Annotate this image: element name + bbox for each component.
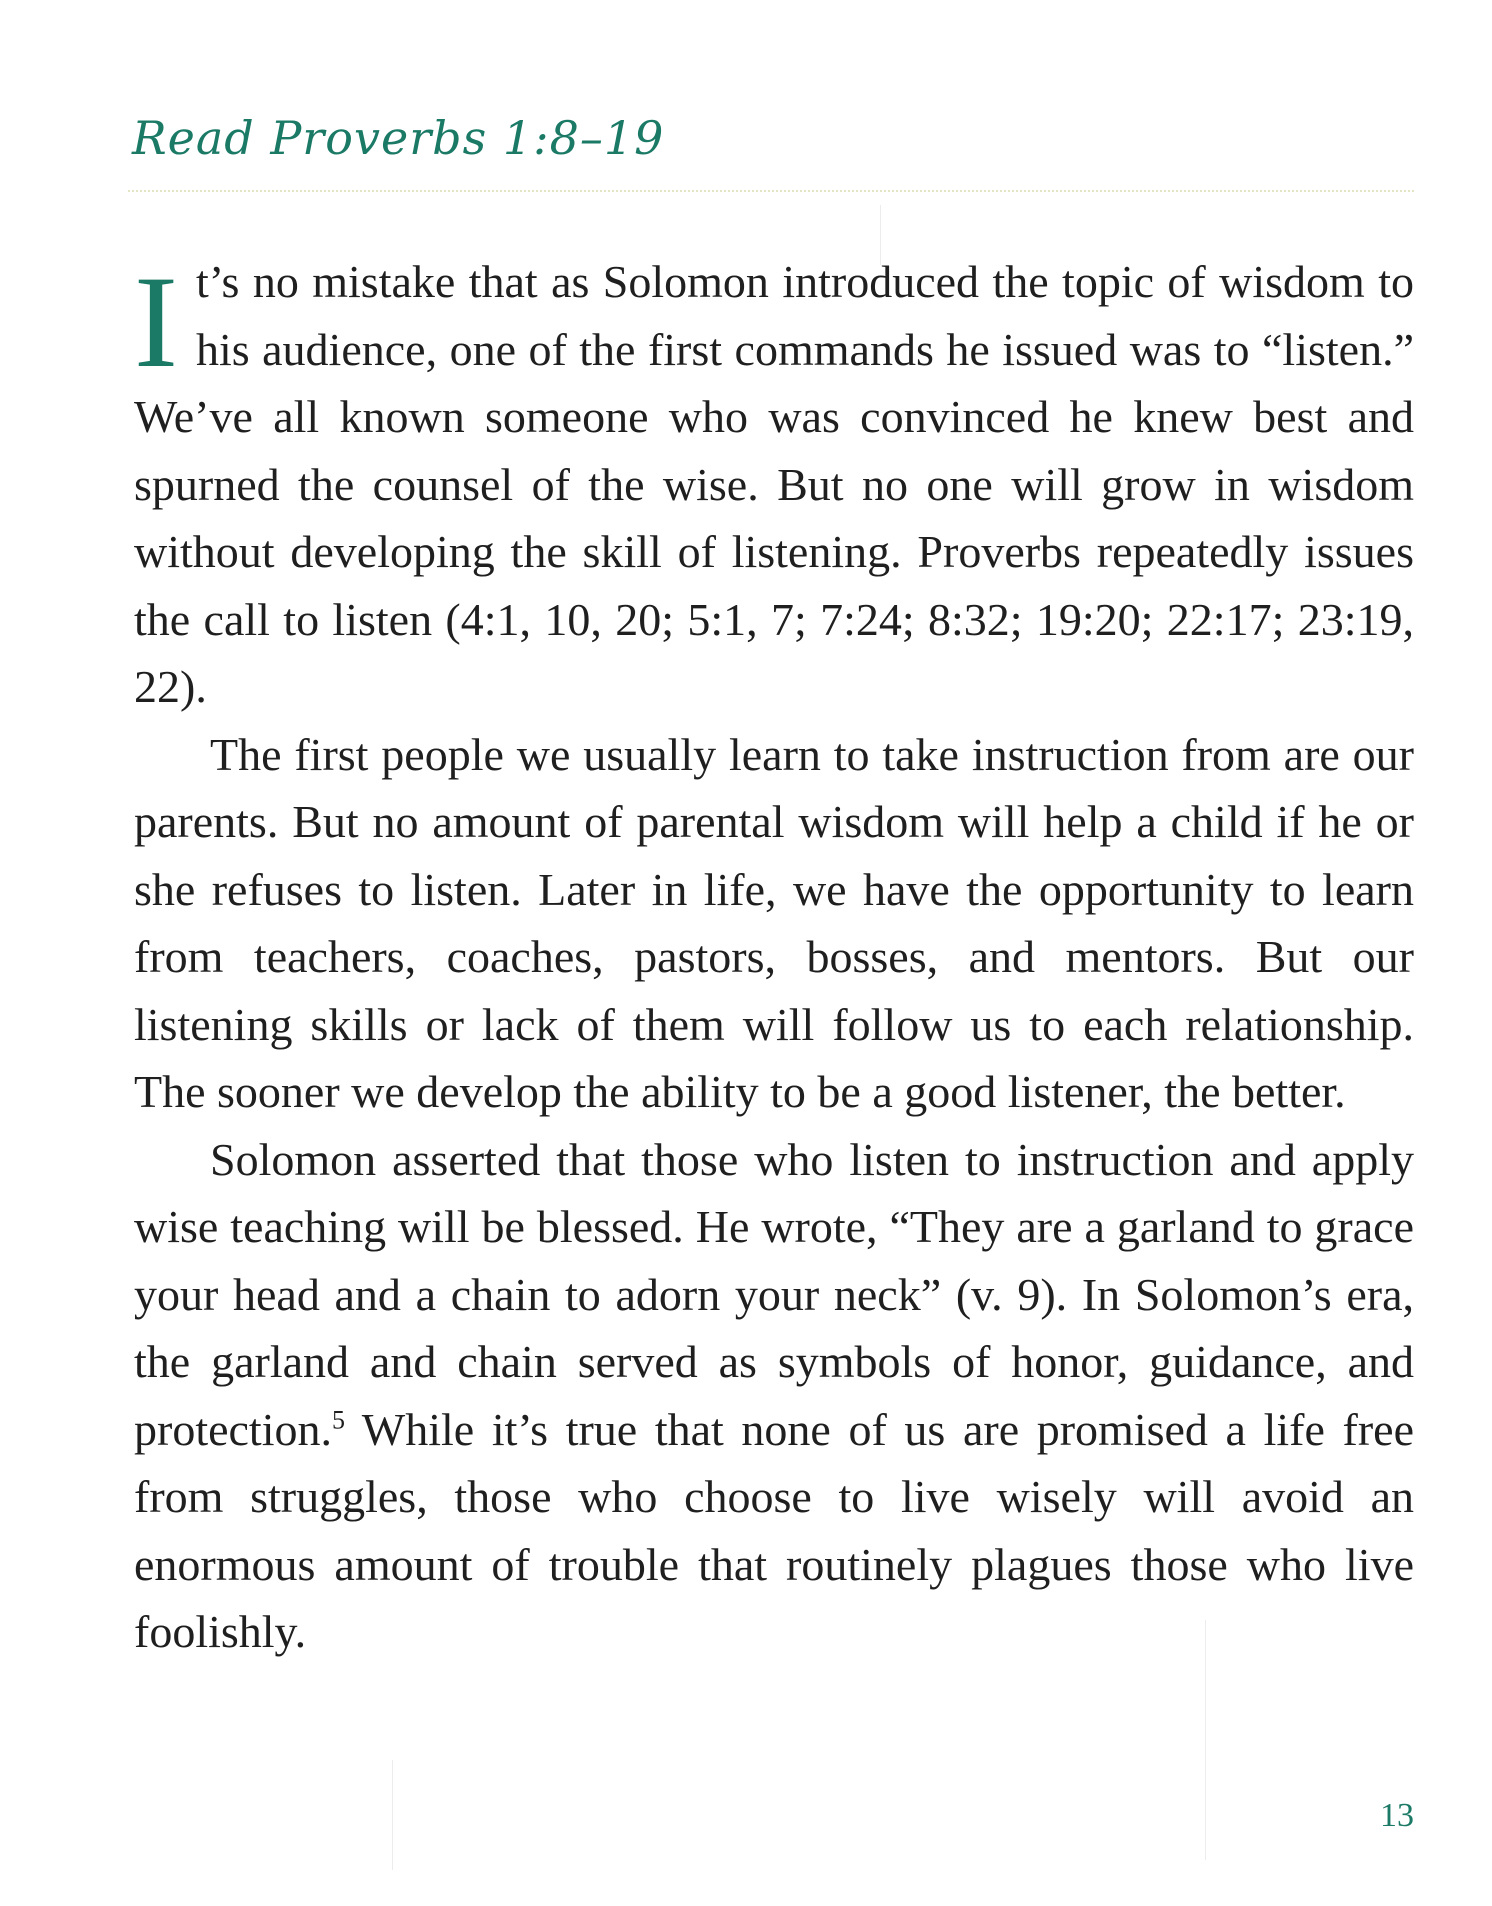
paragraph-3-text-b: While it’s true that none of us are promised a life free from struggles, those who choose to live wisely will avoid an enormous amount of trouble that routinely plagues those who live foolishly.: [134, 1403, 1414, 1657]
section-heading: Read Proverbs 1:8–19: [132, 111, 665, 165]
paper-crease-top: [880, 205, 881, 265]
paragraph-2: The first people we usually learn to take instruction from are our parents. But no amount of parental wisdom will help a child if he or she refuses to listen. Later in life, we have the opportunity to learn from teachers, coaches, pastors, bosses, and mentors. But our listening skills or lack of them will follow us to each relationship. The sooner we develop the ability to be a good listener, the better.: [134, 728, 1414, 1117]
heading-divider: [128, 190, 1414, 192]
paragraph-1-text: t’s no mistake that as Solomon introduced the topic of wisdom to his audience, one of the first commands he issued was to “listen.” We’ve all known someone who was convinced he knew best and spurned the counsel of the wise. But no one will grow in wisdom without developing the skill of listening. Proverbs repeatedly issues the call to listen (4:1, 10, 20; 5:1, 7; 7:24; 8:32; 19:20; 22:17; 23:19, 22).: [134, 256, 1414, 712]
drop-cap: I: [134, 248, 178, 395]
footnote-marker: 5: [332, 1405, 345, 1435]
body-text: [134, 248, 1414, 1666]
paper-crease-bottom-right: [1205, 1620, 1206, 1860]
paragraph-1: [134, 248, 1414, 721]
page-number: 13: [1380, 1797, 1414, 1834]
paragraph-3: [134, 1126, 1414, 1666]
paper-crease-bottom-left: [392, 1760, 393, 1870]
paragraph-3-text-a: Solomon asserted that those who listen to instruction and apply wise teaching will be blessed. He wrote, “They are a garland to grace your head and a chain to adorn your neck” (v. 9). In Solomon’s era, the garland and chain served as symbols of honor, guidance, and protection.: [134, 1133, 1414, 1455]
